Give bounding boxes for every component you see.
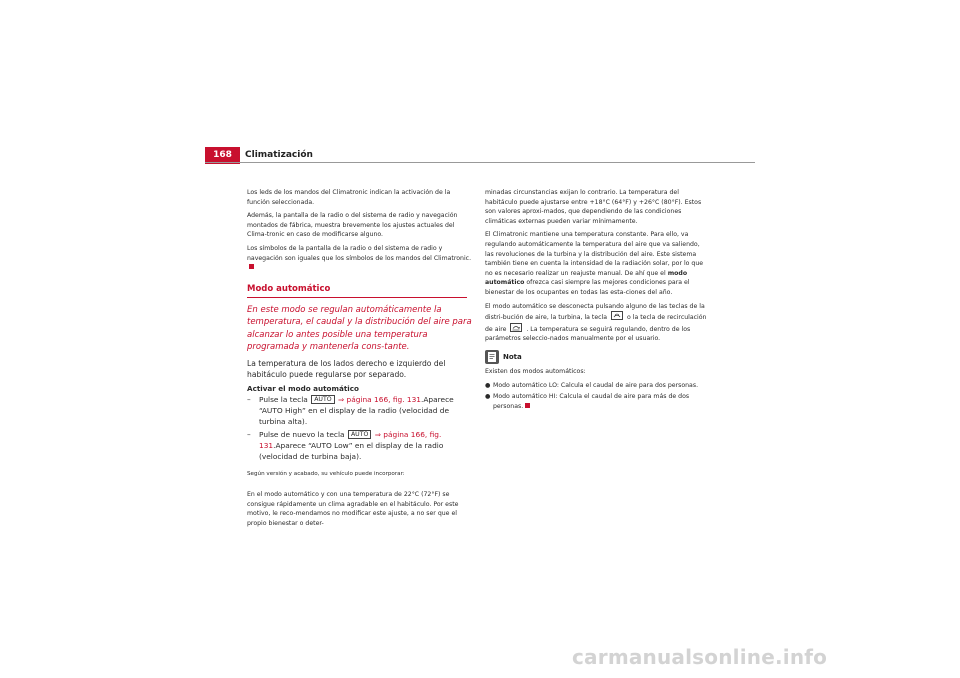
paragraph-deactivate — [485, 302, 710, 344]
note-header — [485, 350, 710, 364]
note-icon — [485, 350, 499, 364]
right-column — [485, 188, 710, 413]
left-column — [247, 188, 472, 533]
paragraph-deactivate-pre: El modo automático se desconecta pulsando alguno de las teclas de la distri-bución de aire, la turbina, la tecla — [485, 302, 705, 322]
bullet-icon: ● — [485, 393, 491, 401]
end-mark — [525, 403, 530, 408]
paragraph-constant-temp-pre: El Climatronic mantiene una temperatura constante. Para ello, va regulando automáticamente la temperatura del aire que va saliendo, las revoluciones de la turbina y la distribución del aire. Este sistema también tiene en cuenta la intensidad de la radiación solar, por lo que no es necesario realizar un reajuste manual. De ahí que el — [485, 231, 704, 277]
paragraph-deactivate-post: . La temperatura se seguirá regulando, dentro de los parámetros seleccio-nados manualmente por el usuario. — [485, 325, 691, 343]
subheading-activate: Activar el modo automático — [247, 383, 359, 393]
list-item-text: Modo automático HI: Calcula el caudal de aire para más de dos personas. — [493, 393, 690, 410]
note-title: Nota — [503, 352, 522, 361]
step-1 — [247, 394, 472, 427]
paragraph-constant-temp-post: ofrezca casi siempre las mejores condiciones para el bienestar de los ocupantes en todas las esta-ciones del año. — [485, 279, 690, 296]
note-intro: Existen dos modos automáticos: — [485, 367, 586, 375]
step-dash: – — [247, 394, 251, 404]
step-2 — [247, 429, 472, 462]
page-reference-link[interactable]: ⇒ página 166, fig. 131 — [337, 394, 422, 404]
list-item-text: Modo automático LO: Calcula el caudal de aire para dos personas. — [493, 381, 699, 389]
step-1-post: .Aparece “AUTO High” en el display de la radio (velocidad de turbina alta). — [259, 394, 454, 426]
paragraph-display: Además, la pantalla de la radio o del sistema de radio y navegación montados de fábrica, muestra brevemente los ajustes actuales del Clima-tronic en caso de modificarse alguno. — [247, 212, 458, 239]
section-title: Modo automático — [247, 283, 331, 294]
paragraph-temperature-range: minadas circunstancias exijan lo contrario. La temperatura del habitáculo puede ajustarse entre +18°C (64°F) y +26°C (80°F). Estos son valores aproxi-mados, que dependiendo de las condiciones climáticas externas pueden variar mínimamente. — [485, 189, 702, 225]
version-note: Según versión y acabado, su vehículo puede incorporar: — [247, 470, 405, 477]
defrost-key-icon — [611, 311, 623, 320]
list-item — [485, 381, 710, 391]
paragraph-leds: Los leds de los mandos del Climatronic indican la activación de la función seleccionada. — [247, 189, 451, 206]
paragraph-symbols-text: Los símbolos de la pantalla de la radio o del sistema de radio y navegación son iguales que los símbolos de los mandos del Climatronic. — [247, 244, 472, 262]
header-divider — [205, 162, 755, 163]
paragraph-deactivate-mid: o la tecla de recirculación de aire — [485, 314, 707, 333]
page-reference-link[interactable]: ⇒ página 166, fig. 131 — [259, 429, 442, 450]
chapter-title: Climatización — [245, 150, 313, 160]
auto-key: AUTO — [311, 395, 334, 404]
bullet-icon: ● — [485, 381, 491, 389]
section-intro: En este modo se regulan automáticamente la temperatura, el caudal y la distribución del aire para alcanzar lo antes posible una temperatura programada y mantenerla cons-tante. — [247, 304, 472, 353]
list-item — [485, 392, 710, 411]
watermark: carmanualsonline.info — [572, 645, 828, 669]
recirculation-key-icon — [510, 323, 522, 332]
paragraph-auto-mode: En el modo automático y con una temperatura de 22°C (72°F) se consigue rápidamente un clima agradable en el habitáculo. Por este motivo, le reco-mendamos no modificar este ajuste, a no ser que el propio bienestar o deter- — [247, 491, 459, 528]
paragraph-symbols — [247, 244, 472, 273]
step-dash: – — [247, 429, 251, 439]
step-1-pre: Pulse la tecla — [259, 394, 308, 404]
step-2-pre: Pulse de nuevo la tecla — [259, 429, 345, 439]
auto-mode-bold: modo automático — [485, 269, 688, 287]
paragraph-constant-temp — [485, 230, 710, 297]
auto-key: AUTO — [348, 430, 371, 439]
section-rule — [247, 297, 467, 298]
step-2-post: .Aparece “AUTO Low” en el display de la radio (velocidad de turbina baja). — [259, 440, 444, 461]
end-mark — [249, 264, 254, 269]
page-number: 168 — [205, 147, 240, 164]
paragraph-sides: La temperatura de los lados derecho e izquierdo del habitáculo puede regularse por separado. — [247, 358, 446, 379]
